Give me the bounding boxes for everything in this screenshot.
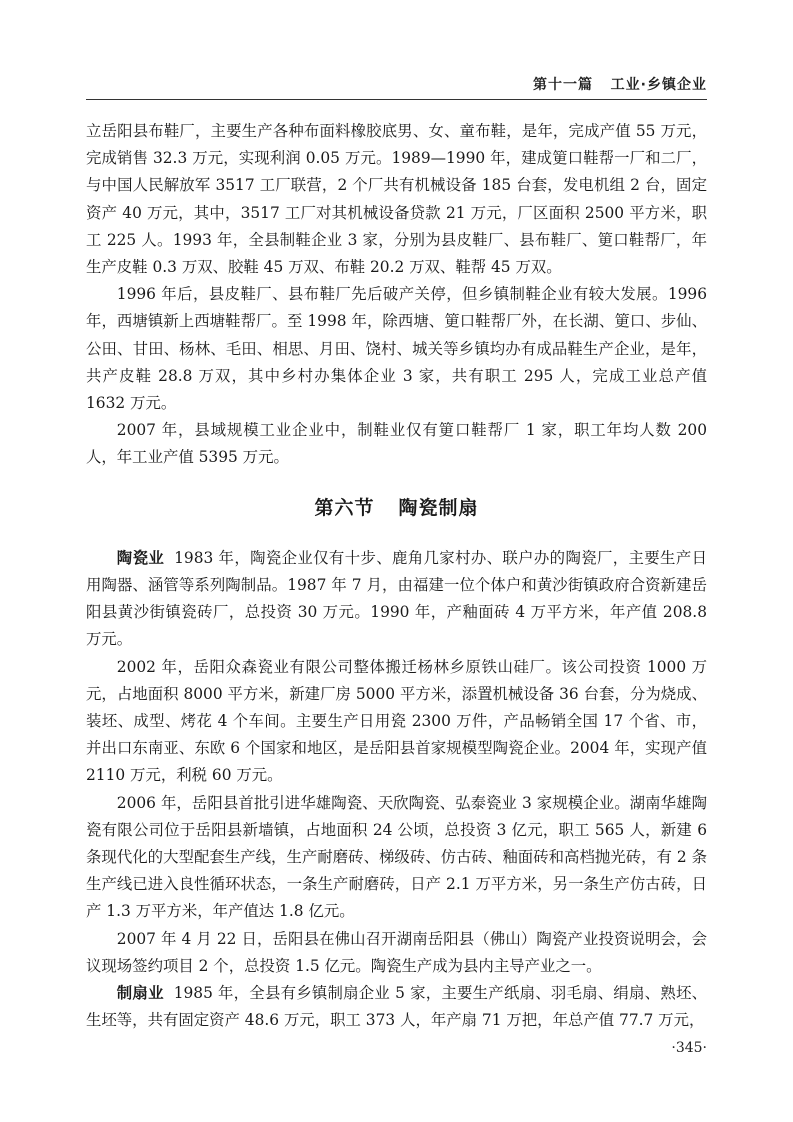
topic-lead-fans: 制扇业 [116, 984, 164, 1003]
chapter-title: 工业·乡镇企业 [610, 77, 707, 93]
section-number: 第六节 [314, 496, 375, 519]
page-number: ·345· [671, 1040, 707, 1056]
paragraph: 2007 年 4 月 22 日，岳阳县在佛山召开湖南岳阳县（佛山）陶瓷产业投资说明会，会议现场签约项目 2 个，总投资 1.5 亿元。陶瓷生产成为县内主导产业之一。 [86, 929, 707, 975]
section-heading [86, 495, 707, 522]
running-header [86, 74, 707, 96]
header-divider [86, 99, 707, 100]
paragraph-ceramics-intro [86, 545, 707, 654]
paragraph: 2002 年，岳阳众森瓷业有限公司整体搬迁杨林乡原铁山硅厂。该公司投资 1000 万元，占地面积 8000 平方米，新建厂房 5000 平方米，添置机械设备 36 台套，分为烧成、装坯、成型、烤花 4 个车间。主要生产日用瓷 2300 万件，产品畅销全国 17 个省、市，并出口东南亚、东欧 6 个国家和地区，是岳阳县首家规模型陶瓷企业。2004 年，实现产值 2110 万元，利税 60 万元。 [86, 657, 707, 785]
paragraph: 2006 年，岳阳县首批引进华雄陶瓷、天欣陶瓷、弘泰瓷业 3 家规模企业。湖南华雄陶瓷有限公司位于岳阳县新墙镇，占地面积 24 公顷，总投资 3 亿元，职工 565 人，新建 6 条现代化的大型配套生产线，生产耐磨砖、梯级砖、仿古砖、釉面砖和高档抛光砖，有 2 条生产线已进入良性循环状态，一条生产耐磨砖，日产 2.1 万平方米，另一条生产仿古砖，日产 1.3 万平方米，年产值达 1.8 亿元。 [86, 793, 707, 921]
paragraph: 1996 年后，县皮鞋厂、县布鞋厂先后破产关停，但乡镇制鞋企业有较大发展。1996 年，西塘镇新上西塘鞋帮厂。至 1998 年，除西塘、筻口鞋帮厂外，在长湖、筻口、步仙、公田、甘田、杨林、毛田、相思、月田、饶村、城关等乡镇均办有成品鞋生产企业，是年，共产皮鞋 28.8 万双，其中乡村办集体企业 3 家，共有职工 295 人，完成工业总产值 1632 万元。 [86, 285, 707, 413]
chapter-label: 第十一篇 [533, 77, 594, 93]
section-name: 陶瓷制扇 [398, 496, 479, 519]
paragraph-text: 1983 年，陶瓷企业仅有十步、鹿角几家村办、联户办的陶瓷厂，主要生产日用陶器、涵管等系列陶制品。1987 年 7 月，由福建一位个体户和黄沙街镇政府合资新建岳阳县黄沙街镇瓷砖厂，总投资 30 万元。1990 年，产釉面砖 4 万平方米，年产值 208.8 万元。 [86, 548, 707, 649]
page-body [86, 118, 707, 1035]
paragraph-fans-intro [86, 980, 707, 1034]
paragraph-text: 1985 年，全县有乡镇制扇企业 5 家，主要生产纸扇、羽毛扇、绢扇、熟坯、生坯等，共有固定资产 48.6 万元，职工 373 人，年产扇 71 万把，年总产值 77.7 万元， [86, 984, 707, 1030]
topic-lead-ceramics: 陶瓷业 [116, 548, 165, 567]
paragraph: 2007 年，县域规模工业企业中，制鞋业仅有筻口鞋帮厂 1 家，职工年均人数 200 人，年工业产值 5395 万元。 [86, 421, 707, 467]
paragraph-continued: 立岳阳县布鞋厂，主要生产各种布面料橡胶底男、女、童布鞋，是年，完成产值 55 万元，完成销售 32.3 万元，实现利润 0.05 万元。1989—1990 年，建成筻口鞋帮一厂和二厂，与中国人民解放军 3517 工厂联营，2 个厂共有机械设备 185 台套，发电机组 2 台，固定资产 40 万元，其中，3517 工厂对其机械设备贷款 21 万元，厂区面积 2500 平方米，职工 225 人。1993 年，全县制鞋企业 3 家，分别为县皮鞋厂、县布鞋厂、筻口鞋帮厂，年生产皮鞋 0.3 万双、胶鞋 45 万双、布鞋 20.2 万双、鞋帮 45 万双。 [86, 122, 707, 277]
